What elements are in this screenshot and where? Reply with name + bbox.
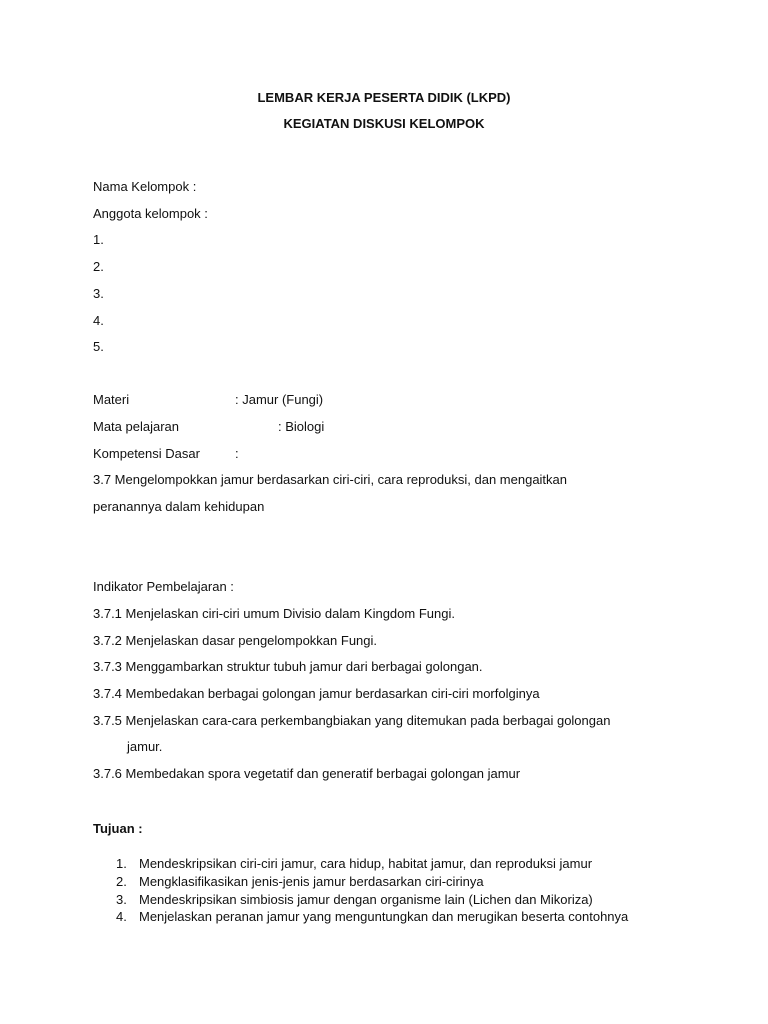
mapel-label: Mata pelajaran: [93, 419, 179, 434]
goal-text: Mendeskripsikan simbiosis jamur dengan organisme lain (Lichen dan Mikoriza): [139, 892, 593, 907]
goal-number: 2.: [116, 874, 127, 889]
goal-text: Mendeskripsikan ciri-ciri jamur, cara hidup, habitat jamur, dan reproduksi jamur: [139, 856, 593, 871]
indicator-item: 3.7.3 Menggambarkan struktur tubuh jamur dari berbagai golongan.: [93, 659, 483, 674]
goal-text: Mengklasifikasikan jenis-jenis jamur berdasarkan ciri-cirinya: [139, 874, 484, 889]
member-item: 1.: [93, 232, 104, 247]
kd-text-line-1: 3.7 Mengelompokkan jamur berdasarkan ciri-ciri, cara reproduksi, dan mengaitkan: [93, 472, 568, 487]
indicator-item: 3.7.1 Menjelaskan ciri-ciri umum Divisio dalam Kingdom Fungi.: [93, 606, 455, 621]
goal-number: 4.: [116, 909, 127, 924]
materi-label: Materi: [93, 392, 130, 407]
member-item: 2.: [93, 259, 104, 274]
document-title: LEMBAR KERJA PESERTA DIDIK (LKPD): [257, 90, 511, 105]
document-subtitle: KEGIATAN DISKUSI KELOMPOK: [283, 116, 485, 131]
member-item: 5.: [93, 339, 104, 354]
indicator-item: 3.7.2 Menjelaskan dasar pengelompokkan Fungi.: [93, 633, 378, 648]
indicator-item: 3.7.4 Membedakan berbagai golongan jamur berdasarkan ciri-ciri morfolginya: [93, 686, 540, 701]
kd-text-line-2: peranannya dalam kehidupan: [93, 499, 265, 514]
member-item: 3.: [93, 286, 104, 301]
goal-number: 3.: [116, 892, 127, 907]
goal-text: Menjelaskan peranan jamur yang menguntungkan dan merugikan beserta contohnya: [139, 909, 629, 924]
indicator-item: 3.7.6 Membedakan spora vegetatif dan generatif berbagai golongan jamur: [93, 766, 521, 781]
goals-label: Tujuan :: [93, 821, 143, 836]
group-name-label: Nama Kelompok :: [93, 179, 197, 194]
kd-label: Kompetensi Dasar: [93, 446, 200, 461]
indicators-label: Indikator Pembelajaran :: [93, 579, 234, 594]
indicator-item-continuation: jamur.: [127, 739, 163, 754]
goal-number: 1.: [116, 856, 127, 871]
materi-value: : Jamur (Fungi): [235, 392, 324, 407]
kd-colon: :: [235, 446, 239, 461]
member-item: 4.: [93, 313, 104, 328]
group-members-label: Anggota kelompok :: [93, 206, 208, 221]
mapel-value: : Biologi: [278, 419, 325, 434]
indicator-item: 3.7.5 Menjelaskan cara-cara perkembangbiakan yang ditemukan pada berbagai golongan: [93, 713, 611, 728]
